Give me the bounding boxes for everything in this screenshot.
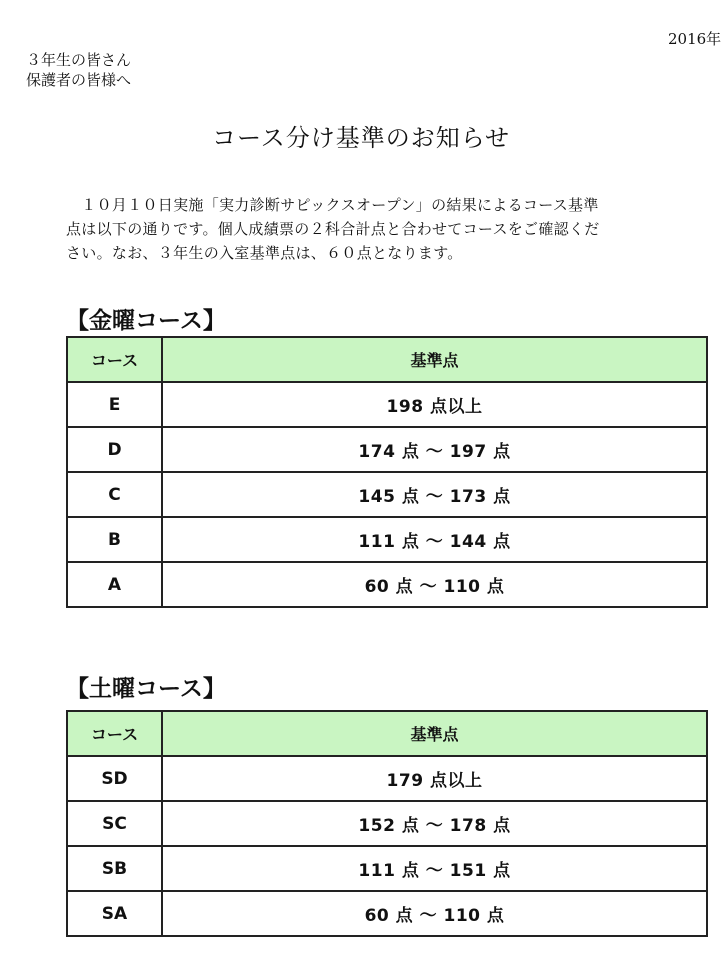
intro-line: 点は以下の通りです。個人成績票の２科合計点と合わせてコースをご確認くだ bbox=[66, 220, 600, 238]
threshold-cell: 198 点以上 bbox=[162, 382, 707, 427]
intro-line: さい。なお、３年生の入室基準点は、６０点となります。 bbox=[66, 244, 463, 262]
threshold-cell: 145 点 ～ 173 点 bbox=[162, 472, 707, 517]
course-cell: A bbox=[67, 562, 162, 607]
course-cell: E bbox=[67, 382, 162, 427]
course-cell: B bbox=[67, 517, 162, 562]
table-row bbox=[67, 427, 707, 472]
threshold-cell: 60 点 ～ 110 点 bbox=[162, 562, 707, 607]
course-cell: SC bbox=[67, 801, 162, 846]
document-title: コース分け基準のお知らせ bbox=[211, 124, 511, 152]
threshold-cell: 60 点 ～ 110 点 bbox=[162, 891, 707, 936]
course-cell: D bbox=[67, 427, 162, 472]
intro-line: １０月１０日実施「実力診断サピックスオープン」の結果によるコース基準 bbox=[66, 196, 599, 214]
table-row bbox=[67, 472, 707, 517]
table-row bbox=[67, 846, 707, 891]
table-header-row bbox=[67, 711, 707, 756]
course-cell: SB bbox=[67, 846, 162, 891]
addressee-line: ３年生の皆さん bbox=[26, 51, 132, 69]
course-cell: SA bbox=[67, 891, 162, 936]
threshold-cell: 111 点 ～ 151 点 bbox=[162, 846, 707, 891]
course-column-header: コース bbox=[67, 337, 162, 382]
course-cell: C bbox=[67, 472, 162, 517]
friday-course-table bbox=[66, 336, 708, 608]
table-row bbox=[67, 517, 707, 562]
addressee-line: 保護者の皆様へ bbox=[26, 71, 132, 89]
threshold-cell: 111 点 ～ 144 点 bbox=[162, 517, 707, 562]
threshold-cell: 152 点 ～ 178 点 bbox=[162, 801, 707, 846]
table-row bbox=[67, 562, 707, 607]
threshold-column-header: 基準点 bbox=[162, 711, 707, 756]
table-row bbox=[67, 756, 707, 801]
table-row bbox=[67, 801, 707, 846]
saturday-course-table bbox=[66, 710, 708, 937]
addressee-block bbox=[26, 50, 131, 90]
friday-section-heading: 【金曜コース】 bbox=[66, 308, 226, 334]
threshold-cell: 179 点以上 bbox=[162, 756, 707, 801]
course-cell: SD bbox=[67, 756, 162, 801]
document-date: 2016年 bbox=[668, 30, 722, 48]
threshold-cell: 174 点 ～ 197 点 bbox=[162, 427, 707, 472]
course-column-header: コース bbox=[67, 711, 162, 756]
intro-paragraph bbox=[66, 193, 706, 265]
table-row bbox=[67, 382, 707, 427]
table-row bbox=[67, 891, 707, 936]
threshold-column-header: 基準点 bbox=[162, 337, 707, 382]
saturday-section-heading: 【土曜コース】 bbox=[66, 676, 226, 702]
table-header-row bbox=[67, 337, 707, 382]
